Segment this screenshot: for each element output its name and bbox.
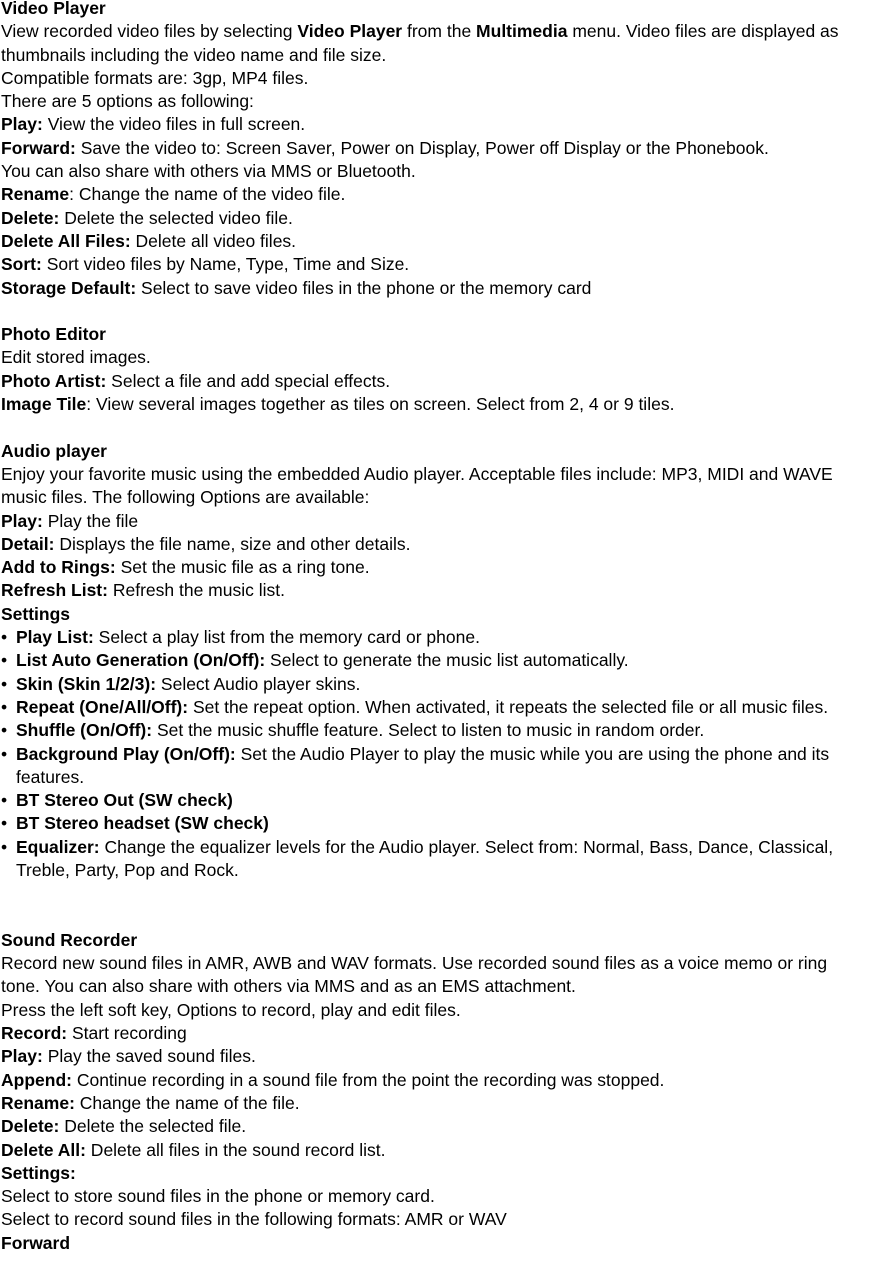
- bullet-dot: •: [1, 743, 8, 764]
- video-option-forward: Forward: Save the video to: Screen Saver, Power on Display, Power off Display or the Phonebook. You can also share with others via MMS or Bluetooth.: [1, 137, 769, 182]
- audio-setting-shuffle: • Shuffle (On/Off): Set the music shuffle feature. Select to listen to music in random order.: [1, 719, 867, 742]
- recorder-option-rename: Rename: Change the name of the file.: [1, 1092, 300, 1113]
- recorder-option-play: Play: Play the saved sound files.: [1, 1046, 256, 1067]
- recorder-option-delete-all: Delete All: Delete all files in the sound record list.: [1, 1139, 386, 1160]
- photo-editor-heading: Photo Editor: [1, 324, 106, 345]
- audio-player-heading: Audio player: [1, 440, 107, 461]
- audio-setting-list-auto-generation: • List Auto Generation (On/Off): Select to generate the music list automatically.: [1, 649, 867, 672]
- video-option-sort: Sort: Sort video files by Name, Type, Time and Size.: [1, 254, 410, 275]
- bullet-dot: •: [1, 720, 8, 741]
- video-option-delete-all: Delete All Files: Delete all video files.: [1, 230, 297, 251]
- video-formats: Compatible formats are: 3gp, MP4 files.: [1, 67, 309, 88]
- audio-settings-heading: Settings: [1, 603, 71, 624]
- video-option-storage-default: Storage Default: Select to save video files in the phone or the memory card: [1, 277, 592, 298]
- recorder-option-record: Record: Start recording: [1, 1023, 187, 1044]
- sound-recorder-intro: Record new sound files in AMR, AWB and WAV formats. Use recorded sound files as a voice memo or ring tone. You can also share with others via MMS and as an EMS attachment.: [1, 953, 828, 997]
- recorder-option-delete: Delete: Delete the selected file.: [1, 1116, 247, 1137]
- audio-player-intro: Enjoy your favorite music using the embedded Audio player. Acceptable files include: MP3, MIDI and WAVE music files. The following Options are available:: [1, 463, 833, 508]
- recorder-settings-format: Select to record sound files in the following formats: AMR or WAV: [1, 1209, 507, 1230]
- spacer: [1, 416, 867, 439]
- bullet-dot: •: [1, 673, 8, 694]
- sound-recorder-intro-2: Press the left soft key, Options to record, play and edit files.: [1, 999, 461, 1020]
- bullet-dot: •: [1, 836, 8, 857]
- audio-option-play: Play: Play the file: [1, 510, 139, 531]
- bullet-dot: •: [1, 650, 8, 671]
- audio-setting-bt-stereo-out: • BT Stereo Out (SW check): [1, 789, 867, 812]
- spacer: [1, 300, 867, 323]
- video-player-heading: Video Player: [1, 0, 106, 18]
- bullet-dot: •: [1, 627, 8, 648]
- audio-setting-play-list: • Play List: Select a play list from the memory card or phone.: [1, 626, 867, 649]
- photo-option-image-tile: Image Tile: View several images together as tiles on screen. Select from 2, 4 or 9 tiles.: [1, 394, 675, 415]
- photo-editor-intro: Edit stored images.: [1, 347, 151, 368]
- video-option-rename: Rename: Change the name of the video file.: [1, 184, 346, 205]
- bullet-dot: •: [1, 813, 8, 834]
- bullet-dot: •: [1, 790, 8, 811]
- sound-recorder-heading: Sound Recorder: [1, 929, 138, 950]
- photo-option-artist: Photo Artist: Select a file and add special effects.: [1, 370, 391, 391]
- audio-setting-equalizer: • Equalizer: Change the equalizer levels for the Audio player. Select from: Normal, Bass, Dance, Classical, Treble, Party, Pop and Rock.: [1, 836, 834, 880]
- spacer: [1, 882, 867, 929]
- recorder-forward-heading: Forward: [1, 1232, 71, 1253]
- recorder-option-append: Append: Continue recording in a sound file from the point the recording was stopped.: [1, 1069, 665, 1090]
- video-options-intro: There are 5 options as following:: [1, 91, 254, 112]
- bullet-dot: •: [1, 696, 8, 717]
- video-option-play: Play: View the video files in full screen.: [1, 114, 306, 135]
- recorder-settings-storage: Select to store sound files in the phone or memory card.: [1, 1186, 435, 1207]
- video-player-intro: View recorded video files by selecting Video Player from the Multimedia menu. Video files are displayed as thumbnails including the video name and file size.: [1, 21, 839, 65]
- audio-option-detail: Detail: Displays the file name, size and other details.: [1, 533, 411, 554]
- audio-setting-repeat: • Repeat (One/All/Off): Set the repeat option. When activated, it repeats the selected file or all music files.: [1, 696, 851, 719]
- audio-option-add-to-rings: Add to Rings: Set the music file as a ring tone.: [1, 557, 370, 578]
- document-page: [1, 0, 867, 1255]
- video-option-delete: Delete: Delete the selected video file.: [1, 207, 293, 228]
- audio-option-refresh-list: Refresh List: Refresh the music list.: [1, 580, 285, 601]
- audio-setting-skin: • Skin (Skin 1/2/3): Select Audio player skins.: [1, 673, 867, 696]
- audio-setting-background-play: • Background Play (On/Off): Set the Audio Player to play the music while you are using the phone and its features.: [1, 743, 830, 787]
- recorder-settings-heading: Settings:: [1, 1162, 76, 1183]
- audio-setting-bt-stereo-headset: • BT Stereo headset (SW check): [1, 812, 867, 835]
